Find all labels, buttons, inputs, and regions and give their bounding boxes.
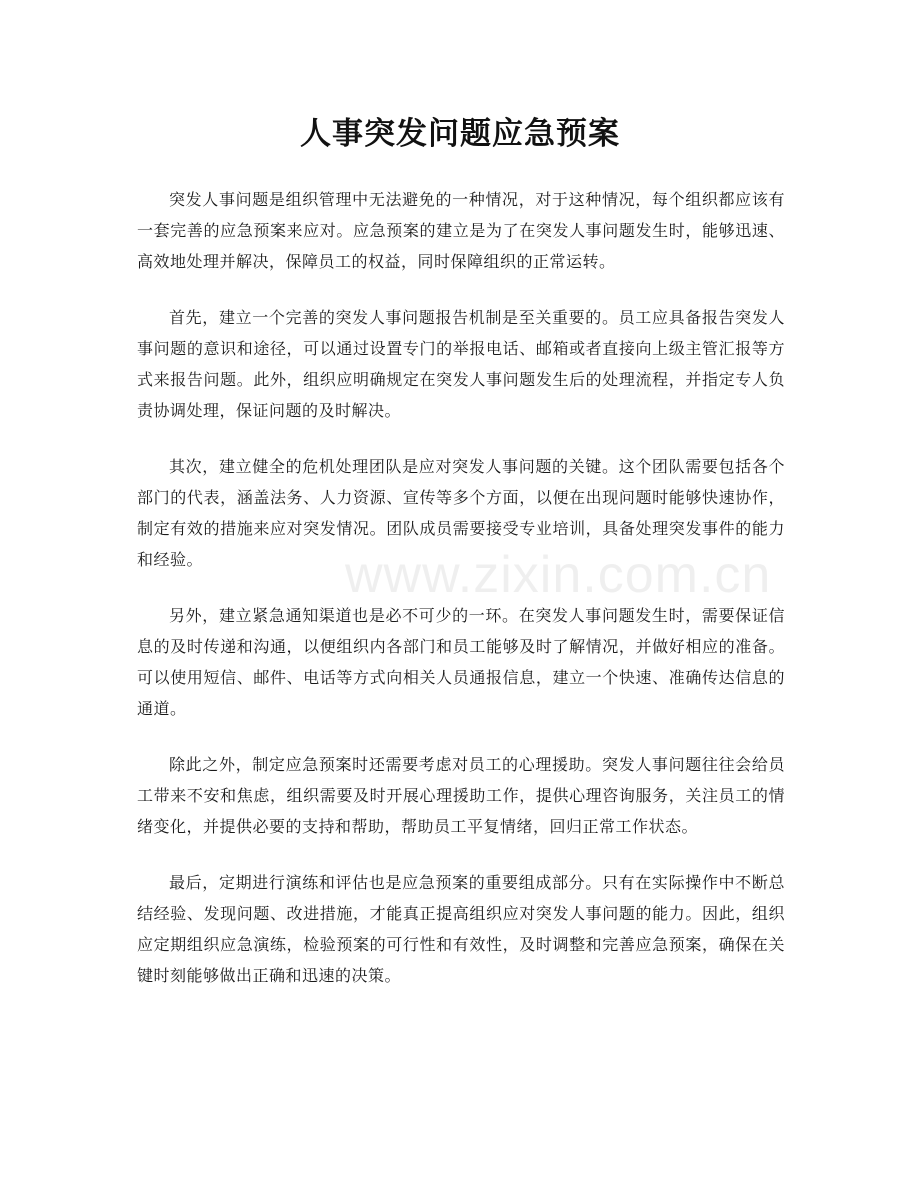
document-title: 人事突发问题应急预案: [300, 116, 620, 152]
paragraph-drills-evaluation: 最后，定期进行演练和评估也是应急预案的重要组成部分。只有在实际操作中不断总结经验、发现问题、改进措施，才能真正提高组织应对突发人事问题的能力。因此，组织应定期组织应急演练，检验预案的可行性和有效性，及时调整和完善应急预案，确保在关键时刻能够做出正确和迅速的决策。: [137, 873, 785, 985]
watermark: www.zixin.com.cn: [345, 546, 772, 604]
paragraph-emergency-notification: 另外，建立紧急通知渠道也是必不可少的一环。在突发人事问题发生时，需要保证信息的及时传递和沟通，以便组织内各部门和员工能够及时了解情况，并做好相应的准备。可以使用短信、邮件、电话等方式向相关人员通报信息，建立一个快速、准确传达信息的通道。: [137, 606, 785, 718]
paragraph-psychological-aid: 除此之外，制定应急预案时还需要考虑对员工的心理援助。突发人事问题往往会给员工带来不安和焦虑，组织需要及时开展心理援助工作，提供心理咨询服务，关注员工的情绪变化，并提供必要的支持和帮助，帮助员工平复情绪，回归正常工作状态。: [137, 755, 785, 836]
paragraph-crisis-team: 其次，建立健全的危机处理团队是应对突发人事问题的关键。这个团队需要包括各个部门的代表，涵盖法务、人力资源、宣传等多个方面，以便在出现问题时能够快速协作，制定有效的措施来应对突发情况。团队成员需要接受专业培训，具备处理突发事件的能力和经验。: [137, 457, 785, 569]
document-body: [137, 184, 785, 1016]
paragraph-intro: 突发人事问题是组织管理中无法避免的一种情况，对于这种情况，每个组织都应该有一套完善的应急预案来应对。应急预案的建立是为了在突发人事问题发生时，能够迅速、高效地处理并解决，保障员工的权益，同时保障组织的正常运转。: [137, 190, 785, 271]
paragraph-reporting-mechanism: 首先，建立一个完善的突发人事问题报告机制是至关重要的。员工应具备报告突发人事问题的意识和途径，可以通过设置专门的举报电话、邮箱或者直接向上级主管汇报等方式来报告问题。此外，组织应明确规定在突发人事问题发生后的处理流程，并指定专人负责协调处理，保证问题的及时解决。: [137, 308, 785, 420]
